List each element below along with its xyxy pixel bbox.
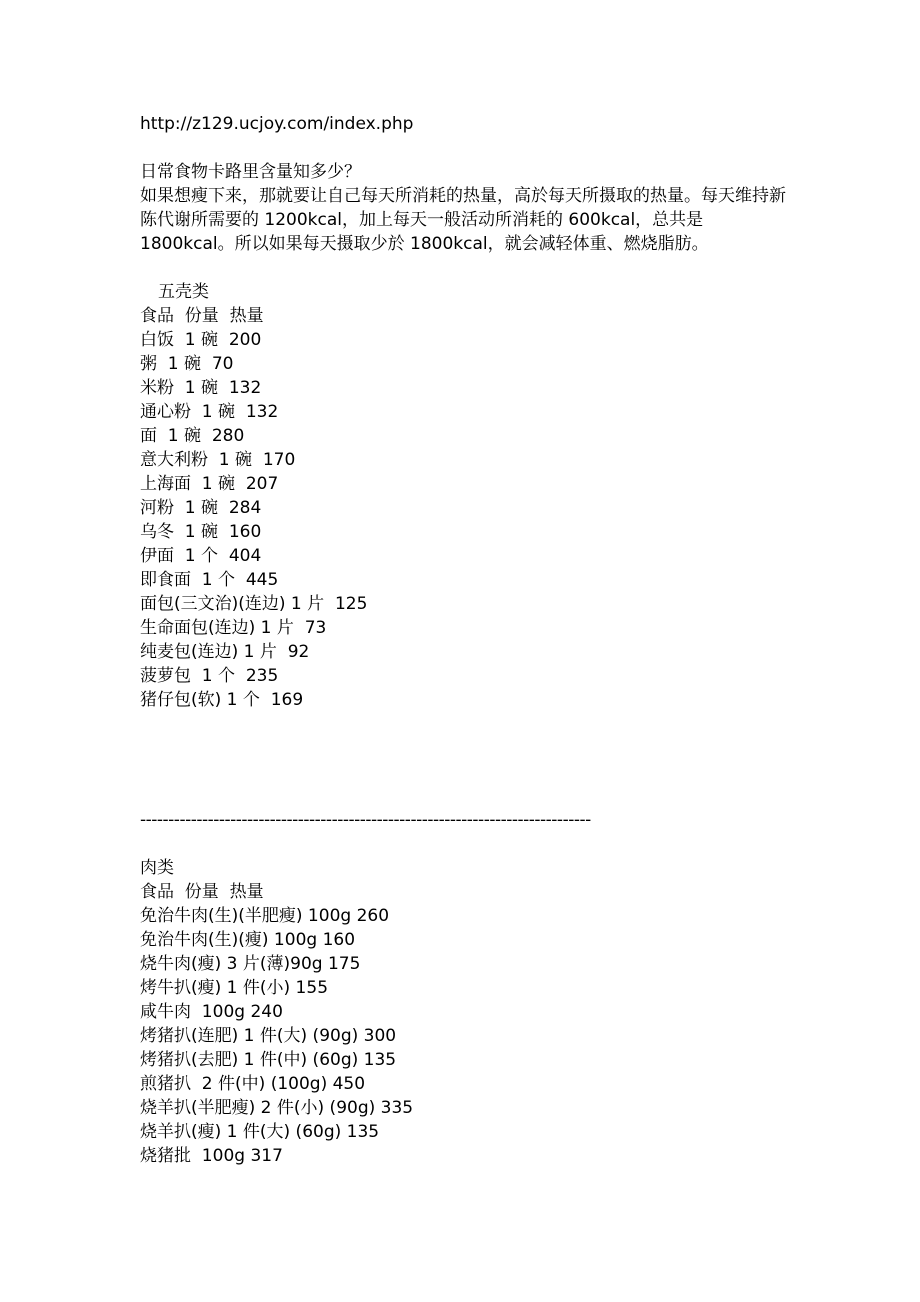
document-heading: 日常食物卡路里含量知多少？ [140,162,361,182]
meat-row: 烤猪扒(去肥) 1 件(中) (60g) 135 [140,1050,397,1070]
meat-row: 烧羊扒(半肥瘦) 2 件(小) (90g) 335 [140,1098,414,1118]
meat-row: 烤牛扒(瘦) 1 件(小) 155 [140,978,329,998]
meat-row: 免治牛肉(生)(半肥瘦) 100g 260 [140,906,390,926]
document-page [140,112,800,1168]
meat-row: 烧羊扒(瘦) 1 件(大) (60g) 135 [140,1122,380,1142]
meat-row: 咸牛肉 100g 240 [140,1002,283,1022]
grains-row: 通心粉 1 碗 132 [140,402,279,422]
grains-row: 河粉 1 碗 284 [140,498,262,518]
grains-section [140,280,800,712]
grains-row: 上海面 1 碗 207 [140,474,279,494]
intro-paragraph: 如果想瘦下来，那就要让自己每天所消耗的热量，高於每天所摄取的热量。每天维持新陈代谢所需要的 1200kcal，加上每天一般活动所消耗的 600kcal，总共是 1800kcal。所以如果每天摄取少於 1800kcal，就会减轻体重、燃烧脂肪。 [140,186,786,254]
spacer [140,832,800,856]
grains-row: 生命面包(连边) 1 片 73 [140,618,327,638]
meat-row: 煎猪扒 2 件(中) (100g) 450 [140,1074,366,1094]
meat-row: 烧猪批 100g 317 [140,1146,283,1166]
grains-row: 白饭 1 碗 200 [140,330,262,350]
grains-row: 纯麦包(连边) 1 片 92 [140,642,310,662]
meat-section [140,856,800,1168]
grains-row: 面包(三文治)(连边) 1 片 125 [140,594,368,614]
grains-table-header: 食品 份量 热量 [140,306,264,326]
grains-row: 面 1 碗 280 [140,426,245,446]
grains-row: 乌冬 1 碗 160 [140,522,262,542]
grains-row: 伊面 1 个 404 [140,546,262,566]
meat-section-title: 肉类 [140,858,174,878]
grains-row: 米粉 1 碗 132 [140,378,262,398]
meat-row: 烤猪扒(连肥) 1 件(大) (90g) 300 [140,1026,397,1046]
grains-row: 即食面 1 个 445 [140,570,279,590]
section-divider: -------------------------------------------------------------------------------- [140,810,591,830]
spacer [140,136,800,160]
grains-row: 猪仔包(软) 1 个 169 [140,690,304,710]
source-url[interactable]: http://z129.ucjoy.com/index.php [140,114,414,134]
grains-row: 意大利粉 1 碗 170 [140,450,296,470]
grains-row: 菠萝包 1 个 235 [140,666,279,686]
spacer [140,256,800,280]
meat-table-header: 食品 份量 热量 [140,882,264,902]
meat-row: 免治牛肉(生)(瘦) 100g 160 [140,930,356,950]
spacer [140,712,800,808]
meat-row: 烧牛肉(瘦) 3 片(薄)90g 175 [140,954,361,974]
grains-row: 粥 1 碗 70 [140,354,234,374]
grains-section-title: 五壳类 [158,282,209,302]
